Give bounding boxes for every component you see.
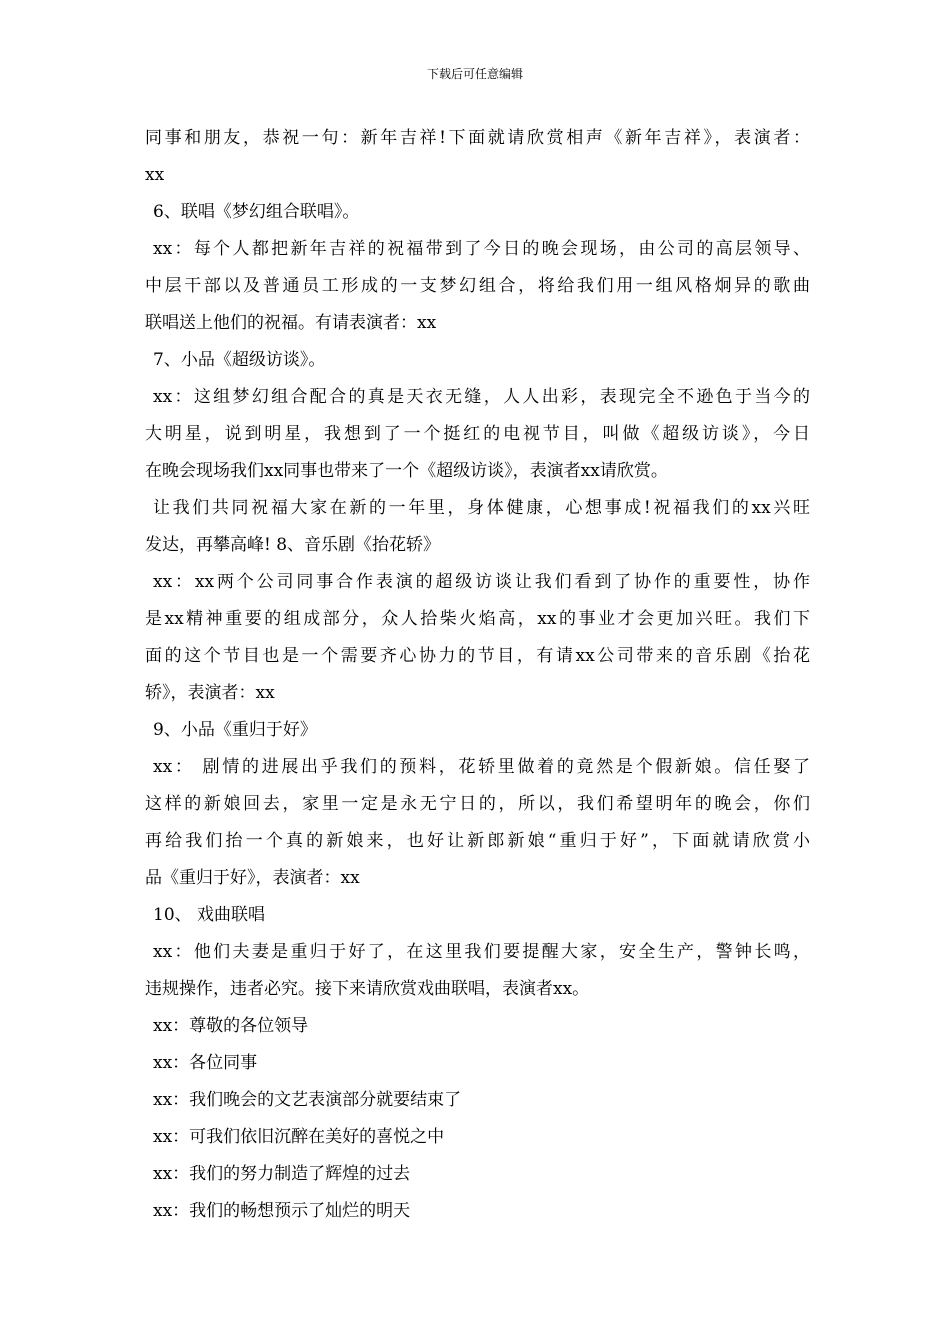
text-line: 这样的新娘回去，家里一定是永无宁日的，所以，我们希望明年的晚会，你们 <box>145 794 810 814</box>
text-line: xx：xx两个公司同事合作表演的超级访谈让我们看到了协作的重要性，协作 <box>153 572 810 592</box>
text-line: xx：他们夫妻是重归于好了，在这里我们要提醒大家，安全生产，警钟长鸣， <box>153 942 810 962</box>
text-line: 轿》，表演者：xx <box>145 683 275 703</box>
text-line: xx：这组梦幻组合配合的真是天衣无缝，人人出彩，表现完全不逊色于当今的 <box>153 387 810 407</box>
text-line: xx：可我们依旧沉醉在美好的喜悦之中 <box>153 1127 445 1147</box>
text-line: xx：各位同事 <box>153 1053 258 1073</box>
header-note: 下载后可任意编辑 <box>426 67 523 81</box>
text-line: xx：每个人都把新年吉祥的祝福带到了今日的晚会现场，由公司的高层领导、 <box>153 239 810 259</box>
text-line: 面的这个节目也是一个需要齐心协力的节目，有请xx公司带来的音乐剧《抬花 <box>145 646 810 666</box>
text-line: 大明星，说到明星，我想到了一个挺红的电视节目，叫做《超级访谈》，今日 <box>145 424 810 444</box>
text-line: 让我们共同祝福大家在新的一年里，身体健康，心想事成!祝福我们的xx兴旺 <box>153 498 810 518</box>
text-line: xx： 剧情的进展出乎我们的预料，花轿里做着的竟然是个假新娘。信任娶了 <box>153 757 810 777</box>
section-heading: 10、 戏曲联唱 <box>153 905 266 925</box>
text-line: xx <box>145 165 165 185</box>
text-line: 中层干部以及普通员工形成的一支梦幻组合，将给我们用一组风格炯异的歌曲 <box>145 276 810 296</box>
text-line: 发达，再攀高峰! 8、音乐剧《抬花轿》 <box>145 535 441 555</box>
text-line: xx：我们晚会的文艺表演部分就要结束了 <box>153 1090 462 1110</box>
text-line: 品《重归于好》，表演者：xx <box>145 868 360 888</box>
body-text <box>145 120 810 1230</box>
text-line: 违规操作，违者必究。接下来请欣赏戏曲联唱，表演者xx。 <box>145 979 590 999</box>
text-line: xx：尊敬的各位领导 <box>153 1016 309 1036</box>
text-line: xx：我们的畅想预示了灿烂的明天 <box>153 1201 411 1221</box>
text-line: 联唱送上他们的祝福。有请表演者：xx <box>145 313 437 333</box>
section-heading: 9、小品《重归于好》 <box>153 720 317 740</box>
text-line: 再给我们抬一个真的新娘来，也好让新郎新娘“重归于好”，下面就请欣赏小 <box>145 831 810 851</box>
text-line: xx：我们的努力制造了辉煌的过去 <box>153 1164 411 1184</box>
section-heading: 7、小品《超级访谈》。 <box>153 350 326 370</box>
text-line: 同事和朋友，恭祝一句：新年吉祥!下面就请欣赏相声《新年吉祥》，表演者： <box>145 128 810 148</box>
text-line: 是xx精神重要的组成部分，众人拾柴火焰高，xx的事业才会更加兴旺。我们下 <box>145 609 810 629</box>
text-line: 在晚会现场我们xx同事也带来了一个《超级访谈》，表演者xx请欣赏。 <box>145 461 668 481</box>
section-heading: 6、联唱《梦幻组合联唱》。 <box>153 202 360 222</box>
